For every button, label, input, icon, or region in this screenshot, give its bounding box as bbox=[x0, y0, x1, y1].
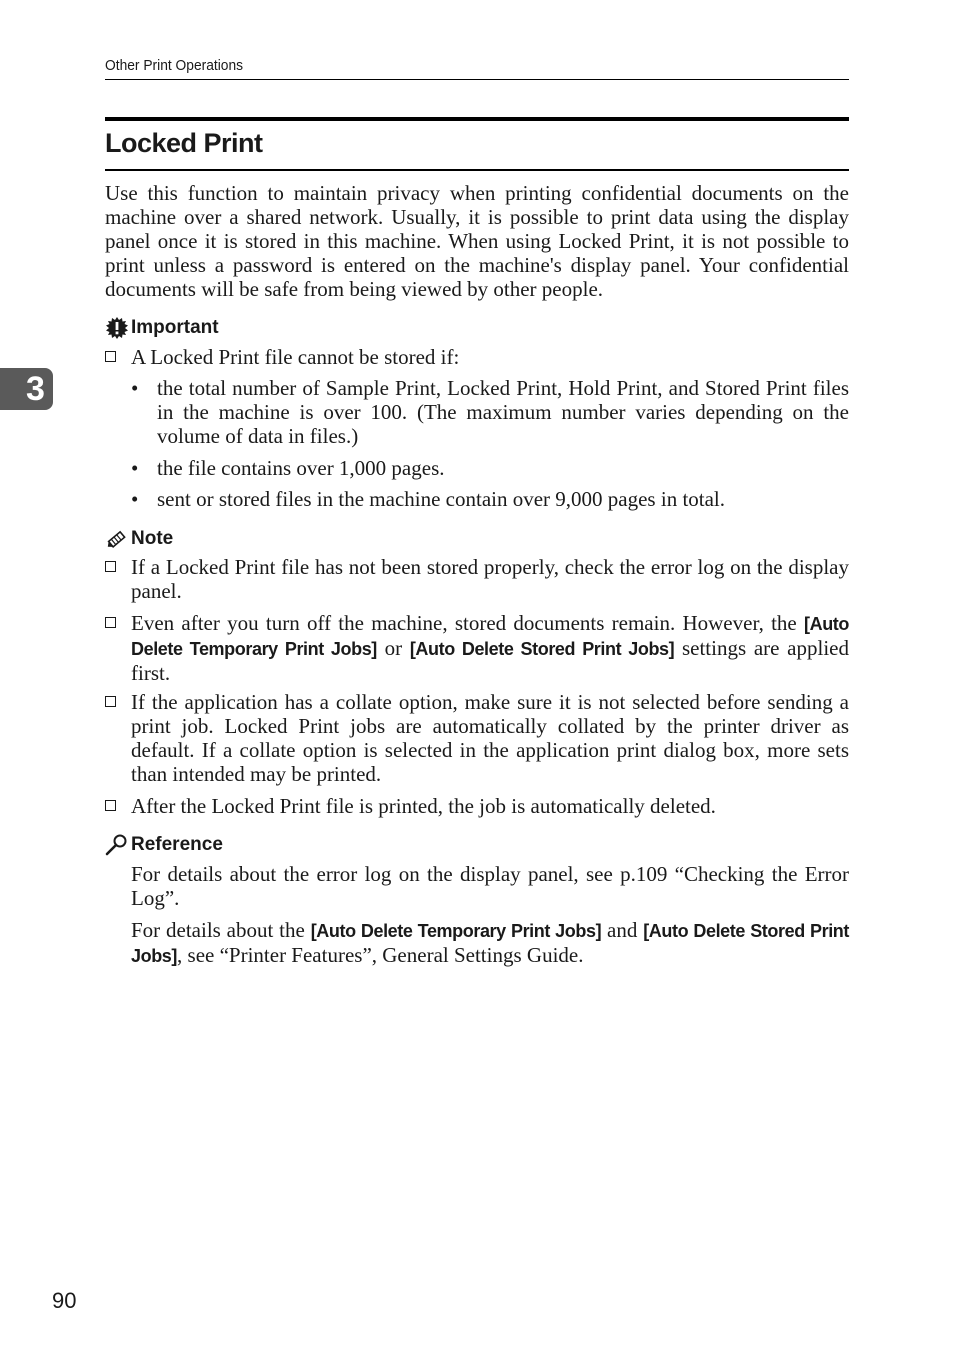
header-rule bbox=[105, 79, 849, 80]
magnifier-icon bbox=[105, 833, 129, 857]
important-label: Important bbox=[131, 317, 219, 338]
important-icon bbox=[105, 316, 129, 340]
checkbox-bullet-icon bbox=[105, 617, 116, 628]
setting-name: [Auto Delete Stored Print Jobs] bbox=[409, 639, 675, 659]
setting-name: [Auto Delete Temporary Print Jobs] bbox=[310, 921, 602, 941]
important-item: A Locked Print file cannot be stored if: bbox=[105, 345, 849, 369]
reference-heading bbox=[105, 833, 223, 857]
reference-label: Reference bbox=[131, 834, 223, 855]
list-item: • the total number of Sample Print, Locked Print, Hold Print, and Stored Print files in the machine is over 100. (The maximum number varies depending on the volume of data in files.) bbox=[131, 376, 849, 448]
section-title: Locked Print bbox=[105, 128, 263, 158]
pencil-icon bbox=[105, 527, 129, 551]
intro-paragraph: Use this function to maintain privacy when printing confidential documents on the machine over a shared network. Usually, it is possible to print data using the display panel once it is stored in this machine. When using Locked Print, it is not possible to print unless a password is entered on the machine's display panel. Your confidential documents will be safe from being viewed by other people. bbox=[105, 181, 849, 301]
list-item: • the file contains over 1,000 pages. bbox=[131, 456, 445, 480]
checkbox-bullet-icon bbox=[105, 800, 116, 811]
title-rule-top bbox=[105, 117, 849, 121]
list-item: • sent or stored files in the machine contain over 9,000 pages in total. bbox=[131, 487, 726, 511]
running-head: Other Print Operations bbox=[105, 57, 244, 74]
setting-name: [Auto Delete Temporary Print Jobs] bbox=[131, 614, 849, 659]
note-heading bbox=[105, 527, 173, 551]
checkbox-bullet-icon bbox=[105, 351, 116, 362]
title-rule-bottom bbox=[105, 169, 849, 171]
reference-paragraph: For details about the [Auto Delete Temporary Print Jobs] and [Auto Delete Stored Print Jobs], see “Printer Features”, General Settings Guide. bbox=[131, 918, 849, 967]
chapter-tab: 3 bbox=[0, 368, 53, 410]
checkbox-bullet-icon bbox=[105, 561, 116, 572]
note-item: Even after you turn off the machine, stored documents remain. However, the [Auto Delete Temporary Print Jobs] or [Auto Delete Stored Print Jobs] settings are applied first. bbox=[105, 611, 849, 685]
important-heading bbox=[105, 316, 219, 340]
note-item: After the Locked Print file is printed, the job is automatically deleted. bbox=[105, 794, 849, 818]
bullet-icon: • bbox=[131, 487, 139, 511]
page-number: 90 bbox=[52, 1288, 77, 1313]
bullet-icon: • bbox=[131, 376, 139, 400]
bullet-icon: • bbox=[131, 456, 139, 480]
reference-paragraph: For details about the error log on the display panel, see p.109 “Checking the Error Log”. bbox=[131, 862, 849, 910]
note-label: Note bbox=[131, 528, 174, 549]
note-item: If a Locked Print file has not been stored properly, check the error log on the display panel. bbox=[105, 555, 849, 603]
setting-name: [Auto Delete Stored Print Jobs] bbox=[131, 921, 849, 966]
checkbox-bullet-icon bbox=[105, 696, 116, 707]
note-item: If the application has a collate option, make sure it is not selected before sending a print job. Locked Print jobs are automatically collated by the printer driver as default. If a collate option is selected in the application print dialog box, more sets than intended may be printed. bbox=[105, 690, 849, 786]
